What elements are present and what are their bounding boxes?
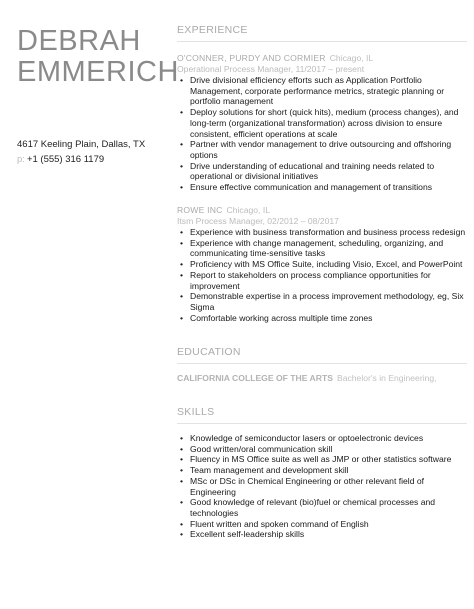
- job-bullets: [177, 75, 472, 193]
- job-role-dates: Itsm Process Manager, 02/2012 – 08/2017: [177, 216, 339, 226]
- list-item: • Fluency in MS Office suite as well as JMP or other statistics software: [177, 454, 472, 465]
- skills-list-container: [177, 433, 472, 540]
- job-location: Chicago, IL: [226, 205, 271, 215]
- phone-number: +1 (555) 316 1179: [26, 154, 105, 165]
- list-item: • Knowledge of semiconductor lasers or optoelectronic devices: [177, 433, 472, 444]
- list-item: • Proficiency with MS Office Suite, including Visio, Excel, and PowerPoint: [177, 259, 472, 270]
- skills-divider: [177, 423, 467, 424]
- list-item: • Comfortable working across multiple time zones: [177, 313, 472, 324]
- job-entry: [177, 53, 472, 193]
- education-divider: [177, 363, 467, 364]
- candidate-name: [17, 25, 179, 88]
- list-item: • Good knowledge of relevant (bio)fuel or chemical processes and technologies: [177, 497, 472, 518]
- phone-label: p:: [17, 154, 25, 165]
- experience-heading: EXPERIENCE: [177, 24, 248, 36]
- address: 4617 Keeling Plain, Dallas, TX: [17, 139, 146, 150]
- education-heading: EDUCATION: [177, 346, 241, 358]
- list-item: • Team management and development skill: [177, 465, 472, 476]
- job-bullets: [177, 227, 472, 323]
- job-header: [177, 53, 472, 64]
- list-item: • Experience with change management, scheduling, organizing, and communicating time-sensitive tasks: [177, 238, 472, 259]
- list-item: • Fluent written and spoken command of English: [177, 519, 472, 530]
- list-item: • Partner with vendor management to drive outsourcing and offshoring options: [177, 139, 472, 160]
- job-role-dates: Operational Process Manager, 11/2017 – present: [177, 64, 365, 74]
- list-item: • Report to stakeholders on process compliance opportunities for improvement: [177, 270, 472, 291]
- skills-list: [177, 433, 472, 540]
- education-school: CALIFORNIA COLLEGE OF THE ARTS: [177, 373, 333, 383]
- skills-heading: SKILLS: [177, 406, 215, 418]
- phone-line: [17, 152, 145, 167]
- job-company: ROWE INC: [177, 205, 223, 215]
- experience-divider: [177, 41, 467, 42]
- list-item: • Drive understanding of educational and training needs related to operational or divisional initiatives: [177, 161, 472, 182]
- list-item: • Experience with business transformation and business process redesign: [177, 227, 472, 238]
- list-item: • Drive divisional efficiency efforts such as Application Portfolio Management, corporate performance metrics, strategic planning or portfolio management: [177, 75, 472, 107]
- job-location: Chicago, IL: [329, 53, 374, 63]
- job-company: O'CONNER, PURDY AND CORMIER: [177, 53, 326, 63]
- list-item: • Excellent self-leadership skills: [177, 529, 472, 540]
- first-name: DEBRAH: [17, 25, 141, 57]
- education-degree: Bachelor's in Engineering,: [336, 373, 437, 383]
- list-item: • Good written/oral communication skill: [177, 444, 472, 455]
- last-name: EMMERICH: [17, 56, 179, 88]
- education-entry: [177, 373, 437, 383]
- list-item: • Ensure effective communication and management of transitions: [177, 182, 472, 193]
- list-item: • Demonstrable expertise in a process improvement methodology, eg, Six Sigma: [177, 291, 472, 312]
- list-item: • Deploy solutions for short (quick hits), medium (process changes), and long-term (organizational transformation) across division to ensure consistent, efficient operations at scale: [177, 107, 472, 139]
- contact-info: [17, 137, 145, 167]
- job-entry: [177, 205, 472, 323]
- list-item: • MSc or DSc in Chemical Engineering or other relevant field of Engineering: [177, 476, 472, 497]
- job-header: [177, 205, 472, 216]
